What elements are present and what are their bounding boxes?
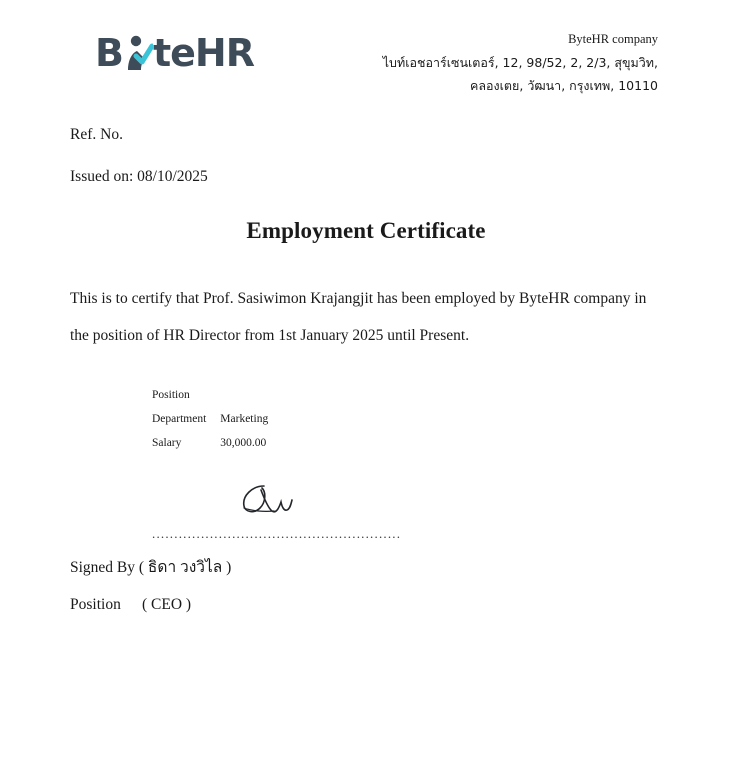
person-check-mark-icon	[123, 32, 153, 74]
detail-value-salary: 30,000.00	[220, 437, 267, 450]
table-row	[152, 432, 268, 456]
signature-dotted-line: ........................................................	[152, 526, 402, 542]
detail-label-department: Department	[152, 413, 207, 426]
signoff-block	[0, 560, 732, 612]
logo-text-te: te	[152, 31, 195, 75]
company-address: ไบท์เอชอาร์เซนเตอร์, 12, 98/52, 2, 2/3, สุขุมวิท, คลองเตย, วัฒนา, กรุงเทพ, 10110	[382, 55, 658, 94]
detail-value-department: Marketing	[220, 413, 269, 426]
table-row	[152, 384, 268, 408]
certificate-body: This is to certify that Prof. Sasiwimon Krajangjit has been employed by ByteHR company in the position of HR Director from 1st January 2025 until Present.	[70, 290, 647, 344]
detail-label-salary: Salary	[152, 437, 182, 450]
employment-details-table	[152, 384, 268, 456]
employment-details	[0, 384, 732, 456]
signature-area	[0, 478, 732, 542]
signer-position-value: ( CEO )	[142, 595, 192, 613]
detail-value-position	[220, 384, 268, 408]
signer-position-label: Position	[70, 595, 121, 613]
company-name: ByteHR company	[568, 32, 658, 46]
page-title: Employment Certificate	[246, 218, 486, 244]
signer-position-line	[70, 597, 658, 613]
bytehr-logo	[95, 32, 254, 74]
document-meta	[0, 127, 732, 184]
logo-text-hr: HR	[194, 31, 254, 75]
detail-label-position: Position	[152, 389, 190, 402]
table-row	[152, 408, 268, 432]
company-info	[328, 22, 658, 97]
logo-text-byte: B	[95, 31, 123, 75]
document-header	[0, 0, 732, 97]
handwritten-signature-icon	[224, 478, 344, 522]
issued-on-date: Issued on: 08/10/2025	[70, 167, 208, 185]
reference-number: Ref. No.	[70, 126, 123, 144]
signed-by-line: Signed By ( ธิดา วงวิไล )	[70, 559, 232, 577]
